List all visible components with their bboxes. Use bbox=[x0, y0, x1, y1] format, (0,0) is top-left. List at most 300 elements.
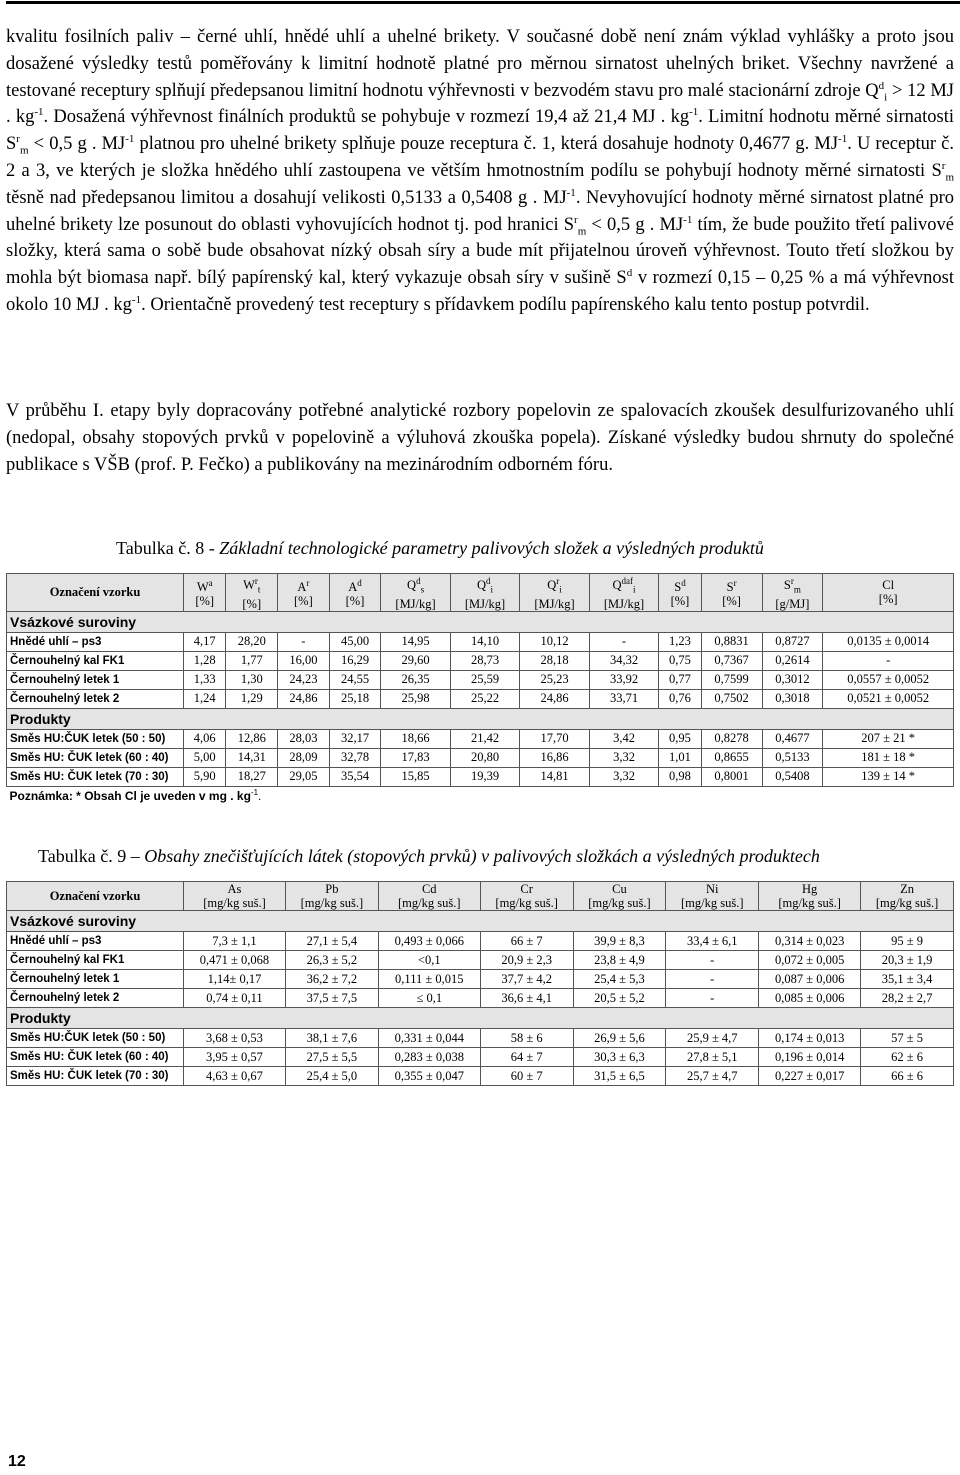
table-cell: 37,5 ± 7,5 bbox=[285, 989, 378, 1008]
column-sub: t bbox=[257, 584, 261, 595]
table9-caption bbox=[38, 846, 820, 867]
table-cell: 0,072 ± 0,005 bbox=[759, 951, 861, 970]
row-name: Černouhelný letek 1 bbox=[7, 670, 184, 689]
table-cell: 15,85 bbox=[381, 767, 450, 786]
column-unit: [%] bbox=[242, 596, 262, 611]
row-name: Směs HU:ČUK letek (50 : 50) bbox=[7, 1029, 184, 1048]
table-cell: 14,81 bbox=[520, 767, 589, 786]
table-cell: 17,70 bbox=[520, 729, 589, 748]
table-cell: 0,95 bbox=[659, 729, 701, 748]
table-cell: 207 ± 21 * bbox=[823, 729, 954, 748]
table-cell: 17,83 bbox=[381, 748, 450, 767]
table-cell: 4,17 bbox=[184, 632, 226, 651]
column-symbol: $Q^{daf}_i$ bbox=[612, 576, 636, 595]
row-name: Černouhelný kal FK1 bbox=[7, 651, 184, 670]
table-cell: 1,23 bbox=[659, 632, 701, 651]
column-header bbox=[659, 574, 701, 612]
table-row bbox=[7, 689, 954, 708]
table-cell: - bbox=[589, 632, 658, 651]
table-cell: 1,01 bbox=[659, 748, 701, 767]
table-cell: 25,22 bbox=[450, 689, 519, 708]
table-cell: 0,2614 bbox=[762, 651, 823, 670]
table-cell: 24,86 bbox=[520, 689, 589, 708]
table-cell: 60 ± 7 bbox=[480, 1067, 573, 1086]
row-name: Černouhelný letek 1 bbox=[7, 970, 184, 989]
table-cell: 16,86 bbox=[520, 748, 589, 767]
column-sup: r bbox=[790, 576, 794, 586]
p1-sup: d bbox=[878, 79, 885, 92]
table-cell: 3,32 bbox=[589, 767, 658, 786]
table-row bbox=[7, 632, 954, 651]
column-header bbox=[589, 574, 658, 612]
column-sub: i bbox=[633, 584, 636, 595]
p1-text: platnou pro uhelné brikety splňuje pouze receptura č. 1, která dosahuje hodnoty 0,4677 g. MJ bbox=[134, 134, 839, 155]
table-row bbox=[7, 1048, 954, 1067]
p1-sub: m bbox=[19, 144, 29, 157]
table-cell: 0,7367 bbox=[701, 651, 762, 670]
section-label: Produkty bbox=[7, 1008, 954, 1029]
column-sup: d bbox=[416, 576, 421, 586]
column-header bbox=[759, 882, 861, 911]
column-unit: [mg/kg suš.] bbox=[398, 896, 461, 910]
column-unit: [g/MJ] bbox=[775, 596, 810, 611]
column-unit: [mg/kg suš.] bbox=[495, 896, 558, 910]
table-cell: 20,3 ± 1,9 bbox=[861, 951, 954, 970]
table-cell: 34,32 bbox=[589, 651, 658, 670]
table-cell: 0,4677 bbox=[762, 729, 823, 748]
table-cell: 10,12 bbox=[520, 632, 589, 651]
table-cell: 12,86 bbox=[226, 729, 278, 748]
table-8 bbox=[6, 573, 954, 805]
table-cell: 35,54 bbox=[329, 767, 381, 786]
column-unit: [mg/kg suš.] bbox=[875, 896, 939, 910]
p1-sup: -1 bbox=[689, 106, 699, 119]
table-row bbox=[7, 932, 954, 951]
column-unit: [mg/kg suš.] bbox=[778, 896, 841, 910]
table-cell: 33,92 bbox=[589, 670, 658, 689]
table-cell: 0,331 ± 0,044 bbox=[378, 1029, 480, 1048]
column-header bbox=[378, 882, 480, 911]
p1-sub: i bbox=[884, 91, 888, 104]
table-cell: 0,7599 bbox=[701, 670, 762, 689]
column-symbol: $A^r$ bbox=[297, 578, 310, 595]
table-cell: 25,4 ± 5,0 bbox=[285, 1067, 378, 1086]
table-cell: 62 ± 6 bbox=[861, 1048, 954, 1067]
table-cell: 25,59 bbox=[450, 670, 519, 689]
table-cell: 27,1 ± 5,4 bbox=[285, 932, 378, 951]
table-cell: 20,5 ± 5,2 bbox=[573, 989, 666, 1008]
table-cell: 16,29 bbox=[329, 651, 381, 670]
p1-text: . Orientačně provedený test receptury s přídavkem podílu papírenského kalu tento postup potvrdil. bbox=[141, 294, 870, 315]
table-cell: <0,1 bbox=[378, 951, 480, 970]
column-header bbox=[226, 574, 278, 612]
column-symbol: $Q^d_s$ bbox=[407, 576, 425, 595]
table-cell: 0,0135 ± 0,0014 bbox=[823, 632, 954, 651]
table-cell: 0,087 ± 0,006 bbox=[759, 970, 861, 989]
row-name: Směs HU: ČUK letek (70 : 30) bbox=[7, 767, 184, 786]
p1-sup: r bbox=[574, 213, 578, 226]
row-name: Černouhelný letek 2 bbox=[7, 689, 184, 708]
section-row bbox=[7, 911, 954, 932]
table-cell: 18,27 bbox=[226, 767, 278, 786]
table-cell: 28,18 bbox=[520, 651, 589, 670]
column-unit: [%] bbox=[195, 594, 215, 609]
column-sup: r bbox=[733, 578, 737, 589]
table-cell: 0,3012 bbox=[762, 670, 823, 689]
row-name: Směs HU: ČUK letek (60 : 40) bbox=[7, 1048, 184, 1067]
table-cell: 14,95 bbox=[381, 632, 450, 651]
table-row bbox=[7, 767, 954, 786]
column-sup: d bbox=[486, 576, 491, 586]
top-rule bbox=[6, 1, 960, 4]
row-name: Hnědé uhlí – ps3 bbox=[7, 932, 184, 951]
table-cell: 0,0557 ± 0,0052 bbox=[823, 670, 954, 689]
p1-text: . U receptur č. 2 a 3, ve kterých je složka hnědého uhlí zastoupena ve větším hmotnostním podílu se pohybují hodnoty měrné sirnatosti S bbox=[6, 134, 954, 181]
caption-title: Základní technologické parametry palivových složek a výsledných produktů bbox=[219, 538, 764, 558]
column-unit: [%] bbox=[878, 592, 898, 607]
table-cell: 1,33 bbox=[184, 670, 226, 689]
table-cell: 27,8 ± 5,1 bbox=[666, 1048, 759, 1067]
table-cell: ≤ 0,1 bbox=[378, 989, 480, 1008]
p1-sup: -1 bbox=[683, 213, 693, 226]
p1-sub: m bbox=[945, 171, 954, 184]
column-sup: r bbox=[254, 576, 258, 586]
table-cell: - bbox=[666, 970, 759, 989]
table-cell: 28,03 bbox=[278, 729, 330, 748]
section-label: Vsázkové suroviny bbox=[7, 611, 954, 632]
table-cell: 0,085 ± 0,006 bbox=[759, 989, 861, 1008]
column-header bbox=[573, 882, 666, 911]
table-cell: 7,3 ± 1,1 bbox=[184, 932, 286, 951]
caption-title: Obsahy znečišťujících látek (stopových prvků) v palivových složkách a výsledných produktech bbox=[144, 846, 820, 866]
column-unit: [mg/kg suš.] bbox=[300, 896, 364, 910]
table-cell: 1,24 bbox=[184, 689, 226, 708]
p1-text: kvalitu fosilních paliv – černé uhlí, hnědé uhlí a uhelné brikety. V současné době není znám výklad vyhlášky a proto jsou dosažené výsledky testů poměřovány k limitní hodnotě platné pro měrnou sirnatost uhelných briket. Všechny navržené a testované receptury splňují předepsanou limitní hodnotu výhřevnosti v bezvodém stavu pro malé stacionární zdroje Q bbox=[6, 27, 954, 101]
p1-text: . Dosažená výhřevnost finálních produktů se pohybuje v rozmezí 19,4 až 21,4 MJ . kg bbox=[43, 107, 690, 128]
table-cell: 24,86 bbox=[278, 689, 330, 708]
column-header bbox=[480, 882, 573, 911]
table-cell: 3,42 bbox=[589, 729, 658, 748]
column-unit: [MJ/kg] bbox=[603, 596, 645, 611]
column-unit: [%] bbox=[345, 594, 365, 609]
column-symbol: Zn bbox=[900, 882, 915, 896]
table-cell: 1,77 bbox=[226, 651, 278, 670]
column-symbol: Cd bbox=[421, 882, 437, 896]
table-cell: 0,8278 bbox=[701, 729, 762, 748]
table-note bbox=[7, 786, 954, 805]
p1-sup: -1 bbox=[566, 186, 576, 199]
table-cell: 3,32 bbox=[589, 748, 658, 767]
p1-sup: d bbox=[626, 267, 633, 280]
table-cell: 28,20 bbox=[226, 632, 278, 651]
column-sup: daf bbox=[621, 576, 634, 586]
table-cell: 0,355 ± 0,047 bbox=[378, 1067, 480, 1086]
table-cell: 39,9 ± 8,3 bbox=[573, 932, 666, 951]
table-cell: 28,2 ± 2,7 bbox=[861, 989, 954, 1008]
table-cell: 27,5 ± 5,5 bbox=[285, 1048, 378, 1067]
table-cell: - bbox=[666, 951, 759, 970]
column-header-label: Označení vzorku bbox=[7, 882, 184, 911]
column-unit: [%] bbox=[670, 594, 690, 609]
table-cell: 5,00 bbox=[184, 748, 226, 767]
table-row bbox=[7, 951, 954, 970]
table-cell: 14,31 bbox=[226, 748, 278, 767]
table-cell: 3,68 ± 0,53 bbox=[184, 1029, 286, 1048]
paragraph-1 bbox=[6, 24, 954, 319]
table-cell: 1,30 bbox=[226, 670, 278, 689]
table-cell: 30,3 ± 6,3 bbox=[573, 1048, 666, 1067]
table-cell: 0,196 ± 0,014 bbox=[759, 1048, 861, 1067]
table-cell: 0,77 bbox=[659, 670, 701, 689]
p1-sup: r bbox=[941, 159, 946, 172]
table-cell: 0,5133 bbox=[762, 748, 823, 767]
table-cell: 29,60 bbox=[381, 651, 450, 670]
table-cell: 1,28 bbox=[184, 651, 226, 670]
section-label: Produkty bbox=[7, 708, 954, 729]
table-cell: 38,1 ± 7,6 bbox=[285, 1029, 378, 1048]
column-header bbox=[762, 574, 823, 612]
p1-text: těsně nad předepsanou limitou a dosahují velikosti 0,5133 a 0,5408 g . MJ bbox=[6, 187, 567, 208]
column-header-label: Označení vzorku bbox=[7, 574, 184, 612]
column-unit: [MJ/kg] bbox=[534, 596, 575, 611]
p1-sup: -1 bbox=[838, 133, 848, 146]
p1-sup: -1 bbox=[131, 293, 142, 306]
table-cell: 0,493 ± 0,066 bbox=[378, 932, 480, 951]
row-name: Směs HU: ČUK letek (60 : 40) bbox=[7, 748, 184, 767]
table-cell: 19,39 bbox=[450, 767, 519, 786]
column-sub: m bbox=[793, 584, 801, 595]
column-symbol: $A^d$ bbox=[348, 578, 362, 595]
table-cell: 0,76 bbox=[659, 689, 701, 708]
table-cell: 14,10 bbox=[450, 632, 519, 651]
table-cell: 0,7502 bbox=[701, 689, 762, 708]
column-header bbox=[861, 882, 954, 911]
column-sup: d bbox=[357, 578, 362, 589]
table-cell: 66 ± 7 bbox=[480, 932, 573, 951]
table-cell: 0,283 ± 0,038 bbox=[378, 1048, 480, 1067]
table-cell: 25,4 ± 5,3 bbox=[573, 970, 666, 989]
column-symbol: As bbox=[227, 882, 242, 896]
table-cell: 25,18 bbox=[329, 689, 381, 708]
table-cell: 24,23 bbox=[278, 670, 330, 689]
row-name: Černouhelný kal FK1 bbox=[7, 951, 184, 970]
column-header bbox=[184, 882, 286, 911]
table-cell: 64 ± 7 bbox=[480, 1048, 573, 1067]
table-row bbox=[7, 970, 954, 989]
column-symbol: Cu bbox=[612, 882, 627, 896]
p1-sup: -1 bbox=[34, 106, 44, 119]
column-symbol: Ni bbox=[706, 882, 719, 896]
p1-sub: m bbox=[577, 225, 587, 238]
section-row bbox=[7, 611, 954, 632]
table-cell: 16,00 bbox=[278, 651, 330, 670]
column-symbol: $Q^r_i$ bbox=[547, 576, 562, 595]
table-cell: 26,35 bbox=[381, 670, 450, 689]
table-row bbox=[7, 1029, 954, 1048]
section-row bbox=[7, 708, 954, 729]
section-row bbox=[7, 1008, 954, 1029]
table-cell: 37,7 ± 4,2 bbox=[480, 970, 573, 989]
table-cell: 26,3 ± 5,2 bbox=[285, 951, 378, 970]
table-cell: 0,75 bbox=[659, 651, 701, 670]
column-sup: r bbox=[556, 576, 560, 586]
table8-caption bbox=[116, 538, 764, 559]
column-symbol: $S^r_m$ bbox=[783, 576, 801, 595]
table-cell: 3,95 ± 0,57 bbox=[184, 1048, 286, 1067]
table-cell: 25,23 bbox=[520, 670, 589, 689]
row-name: Směs HU:ČUK letek (50 : 50) bbox=[7, 729, 184, 748]
caption-prefix: Tabulka č. 8 - bbox=[116, 538, 220, 558]
table-row bbox=[7, 1067, 954, 1086]
table-row bbox=[7, 670, 954, 689]
p2-text: V průběhu I. etapy byly dopracovány potřebné analytické rozbory popelovin ze spalovacích zkoušek desulfurizovaného uhlí (nedopal, obsahy stopových prvků v popelovině a výluhová zkouška popela). Získané výsledky budou shrnuty do společné publikace s VŠB (prof. P. Fečko) a publikovány na mezinárodním odborném fóru. bbox=[6, 401, 954, 475]
column-header bbox=[823, 574, 954, 612]
column-sup: d bbox=[681, 578, 686, 589]
column-unit: [%] bbox=[722, 594, 741, 609]
table-cell: 21,42 bbox=[450, 729, 519, 748]
table-cell: 20,9 ± 2,3 bbox=[480, 951, 573, 970]
table-cell: 0,174 ± 0,013 bbox=[759, 1029, 861, 1048]
row-name: Černouhelný letek 2 bbox=[7, 989, 184, 1008]
table-cell: 0,471 ± 0,068 bbox=[184, 951, 286, 970]
column-symbol: $Q^d_i$ bbox=[477, 576, 494, 595]
note-sup: -1 bbox=[250, 788, 259, 798]
section-label: Vsázkové suroviny bbox=[7, 911, 954, 932]
table-cell: 0,8655 bbox=[701, 748, 762, 767]
table-cell: 35,1 ± 3,4 bbox=[861, 970, 954, 989]
table-row bbox=[7, 989, 954, 1008]
column-symbol: Cl bbox=[882, 578, 895, 593]
table-cell: 0,111 ± 0,015 bbox=[378, 970, 480, 989]
table-cell: 1,14± 0,17 bbox=[184, 970, 286, 989]
table-cell: 139 ± 14 * bbox=[823, 767, 954, 786]
table-cell: 5,90 bbox=[184, 767, 226, 786]
table-cell: 0,0521 ± 0,0052 bbox=[823, 689, 954, 708]
p1-text: . Nevyhovující hodnoty měrné sirnatost platné pro uhelné brikety lze posunout do oblasti vyhovujících hodnot tj. pod hranici S bbox=[6, 187, 954, 235]
column-symbol: $S^d$ bbox=[674, 578, 686, 595]
table-cell: 26,9 ± 5,6 bbox=[573, 1029, 666, 1048]
table-cell: 1,29 bbox=[226, 689, 278, 708]
page-number: 12 bbox=[8, 1453, 26, 1470]
table-cell: 32,17 bbox=[329, 729, 381, 748]
table-cell: 33,4 ± 6,1 bbox=[666, 932, 759, 951]
table-cell: 32,78 bbox=[329, 748, 381, 767]
table-cell: 23,8 ± 4,9 bbox=[573, 951, 666, 970]
table-cell: 0,74 ± 0,11 bbox=[184, 989, 286, 1008]
table-cell: 4,06 bbox=[184, 729, 226, 748]
column-header bbox=[666, 882, 759, 911]
table-cell: 66 ± 6 bbox=[861, 1067, 954, 1086]
p1-sup: -1 bbox=[125, 133, 135, 146]
note-text: Poznámka: * Obsah Cl je uveden v mg . kg bbox=[9, 789, 251, 804]
table-cell: 181 ± 18 * bbox=[823, 748, 954, 767]
p1-text: > 12 MJ . kg bbox=[6, 80, 954, 128]
table-cell: 36,2 ± 7,2 bbox=[285, 970, 378, 989]
table-cell: 25,7 ± 4,7 bbox=[666, 1067, 759, 1086]
table-cell: 45,00 bbox=[329, 632, 381, 651]
p1-text: < 0,5 g . MJ bbox=[28, 134, 126, 155]
table-row bbox=[7, 651, 954, 670]
table-cell: 0,8001 bbox=[701, 767, 762, 786]
column-sub: s bbox=[420, 584, 425, 595]
table-cell: 57 ± 5 bbox=[861, 1029, 954, 1048]
table-cell: 0,98 bbox=[659, 767, 701, 786]
column-symbol: Pb bbox=[325, 882, 339, 896]
p1-text: tím, že bude použito třetí palivové složky, která sama o sobě bude obsahovat nízký obsah síry a bude mít přijatelnou úroveň výhřevnost. Touto třetí složkou by mohla být biomasa např. bílý papírenský kal, který vykazuje obsah síry v sušině S bbox=[6, 214, 954, 289]
table-cell: 24,55 bbox=[329, 670, 381, 689]
table-cell: 4,63 ± 0,67 bbox=[184, 1067, 286, 1086]
column-unit: [MJ/kg] bbox=[395, 596, 436, 611]
p1-text: < 0,5 g . MJ bbox=[586, 214, 684, 235]
column-symbol: $S^r$ bbox=[726, 578, 737, 595]
column-unit: [mg/kg suš.] bbox=[681, 896, 744, 910]
column-symbol: Hg bbox=[802, 882, 818, 896]
header-row bbox=[7, 882, 954, 911]
column-header bbox=[450, 574, 519, 612]
p1-text: . Limitní hodnotu měrné sirnatosti S bbox=[6, 107, 955, 155]
table-cell: 95 ± 9 bbox=[861, 932, 954, 951]
row-name: Hnědé uhlí – ps3 bbox=[7, 632, 184, 651]
column-header bbox=[285, 882, 378, 911]
column-header bbox=[701, 574, 762, 612]
table-row bbox=[7, 748, 954, 767]
table-cell: - bbox=[278, 632, 330, 651]
column-header bbox=[278, 574, 330, 612]
p1-text: v rozmezí 0,15 – 0,25 % a má výhřevnost okolo 10 MJ . kg bbox=[6, 268, 954, 315]
column-header bbox=[381, 574, 450, 612]
table-cell: 0,314 ± 0,023 bbox=[759, 932, 861, 951]
column-sup: a bbox=[208, 578, 213, 589]
table-cell: 25,9 ± 4,7 bbox=[666, 1029, 759, 1048]
row-name: Směs HU: ČUK letek (70 : 30) bbox=[7, 1067, 184, 1086]
column-sup: r bbox=[306, 578, 310, 589]
column-symbol: $W^r_t$ bbox=[243, 576, 261, 595]
table-cell: 25,98 bbox=[381, 689, 450, 708]
table-row bbox=[7, 729, 954, 748]
column-sub: i bbox=[490, 584, 494, 595]
header-row bbox=[7, 574, 954, 612]
table-cell: 58 ± 6 bbox=[480, 1029, 573, 1048]
table-cell: 33,71 bbox=[589, 689, 658, 708]
column-symbol: $W^a$ bbox=[196, 578, 213, 595]
paragraph-2 bbox=[6, 398, 954, 478]
note-row bbox=[7, 786, 954, 805]
column-unit: [%] bbox=[294, 594, 313, 609]
column-header bbox=[329, 574, 381, 612]
column-sub: i bbox=[559, 584, 562, 595]
table-cell: 0,8727 bbox=[762, 632, 823, 651]
column-unit: [mg/kg suš.] bbox=[203, 896, 266, 910]
column-unit: [mg/kg suš.] bbox=[588, 896, 651, 910]
column-unit: [MJ/kg] bbox=[464, 596, 506, 611]
table-cell: 18,66 bbox=[381, 729, 450, 748]
column-header bbox=[184, 574, 226, 612]
table-cell: 28,09 bbox=[278, 748, 330, 767]
table-cell: - bbox=[823, 651, 954, 670]
p1-sup: r bbox=[16, 133, 20, 146]
table-9 bbox=[6, 881, 954, 1086]
column-header bbox=[520, 574, 589, 612]
table-cell: 0,3018 bbox=[762, 689, 823, 708]
note-end: . bbox=[258, 789, 262, 804]
table-cell: 31,5 ± 6,5 bbox=[573, 1067, 666, 1086]
table-cell: 20,80 bbox=[450, 748, 519, 767]
table-cell: - bbox=[666, 989, 759, 1008]
table-cell: 0,227 ± 0,017 bbox=[759, 1067, 861, 1086]
column-symbol: Cr bbox=[520, 882, 533, 896]
table-cell: 36,6 ± 4,1 bbox=[480, 989, 573, 1008]
table-cell: 29,05 bbox=[278, 767, 330, 786]
